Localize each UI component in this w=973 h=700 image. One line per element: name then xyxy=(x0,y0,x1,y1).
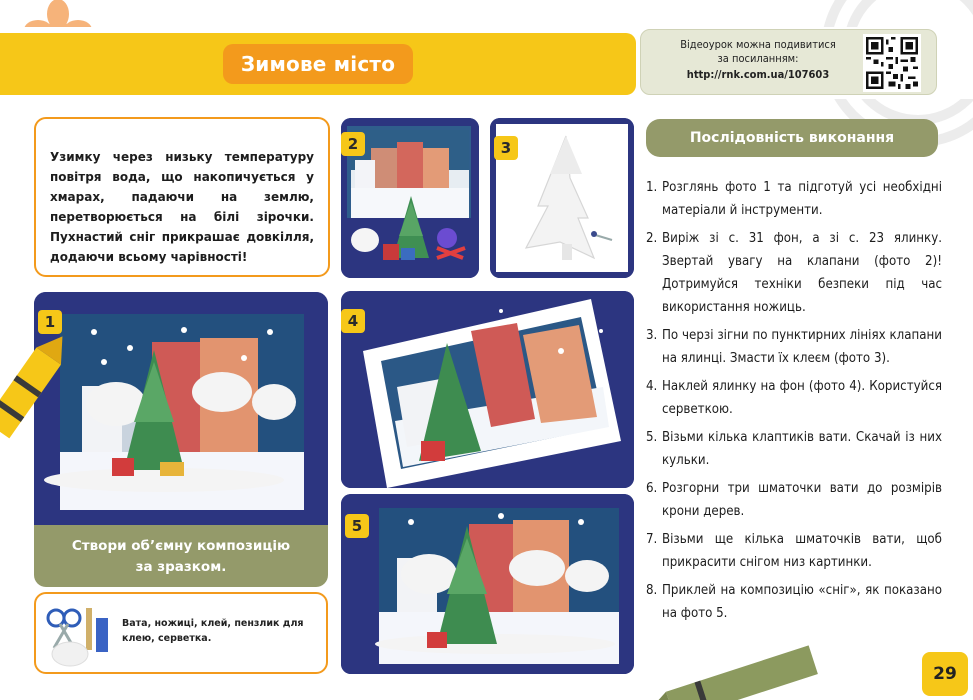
photo-3 xyxy=(490,118,634,278)
steps-heading: Послідовність виконання xyxy=(646,119,938,157)
photo-2-number: 2 xyxy=(341,132,365,156)
caption-line2: за зразком. xyxy=(135,559,227,575)
materials-icon xyxy=(42,598,114,670)
photo-5-image xyxy=(341,494,634,674)
materials-text: Вата, ножиці, клей, пензлик для клею, серветка. xyxy=(122,618,304,644)
photo-1-image xyxy=(34,292,328,525)
step-item: 3. По черзі зігни по пунктирних лініях клапани на ялинці. Змасти їх клеєм (фото 3). xyxy=(646,328,942,366)
page-title: Зимове місто xyxy=(223,44,413,84)
step-item: 1. Розглянь фото 1 та підготуй усі необхідні матеріали й інструменти. xyxy=(646,180,942,218)
video-url-link[interactable]: http://rnk.com.ua/107603 xyxy=(686,68,830,81)
intro-box xyxy=(34,117,330,277)
qr-code-icon[interactable] xyxy=(863,34,921,92)
caption-line1: Створи об’ємну композицію xyxy=(71,538,291,554)
photo-2 xyxy=(341,118,479,278)
video-line1: Відеоурок можна подивитися xyxy=(680,38,836,51)
title-bar xyxy=(0,33,636,95)
video-line2: за посиланням: xyxy=(717,52,799,65)
photo-4 xyxy=(341,291,634,488)
photo-1 xyxy=(34,292,328,525)
step-item: 8. Приклей на композицію «сніг», як показано на фото 5. xyxy=(646,583,942,621)
photo-1-number: 1 xyxy=(38,310,62,334)
photo-4-number: 4 xyxy=(341,309,365,333)
step-item: 7. Візьми ще кілька шматочків вати, щоб прикрасити снігом низ картинки. xyxy=(646,532,942,570)
photo-1-caption xyxy=(34,525,328,587)
steps-list xyxy=(646,176,942,630)
crayon-left-icon xyxy=(0,322,70,472)
photo-5 xyxy=(341,494,634,674)
crayon-bottom-icon xyxy=(656,640,826,700)
intro-text: Узимку через низьку температуру повітря вода, що накопичується у хмарах, падаючи на землю, перетворюється на білі зірочки. Пухнастий сніг прикрашає довкілля, додаючи всьому чарівності! xyxy=(50,150,314,264)
materials-box xyxy=(34,592,328,674)
step-item: 4. Наклей ялинку на фон (фото 4). Користуйся серветкою. xyxy=(646,379,942,417)
video-link-box xyxy=(640,29,937,95)
video-link-text xyxy=(653,38,863,82)
photo-3-number: 3 xyxy=(494,136,518,160)
step-item: 2. Виріж зі с. 31 фон, а зі с. 23 ялинку. Звертай увагу на клапани (фото 2)! Дотримуйся техніки безпеки під час використання ножиць. xyxy=(646,231,942,315)
step-item: 6. Розгорни три шматочки вати до розмірів крони дерев. xyxy=(646,481,942,519)
step-item: 5. Візьми кілька клаптиків вати. Скачай із них кульки. xyxy=(646,430,942,468)
photo-5-number: 5 xyxy=(345,514,369,538)
photo-4-image xyxy=(341,291,634,488)
page-number: 29 xyxy=(922,652,968,696)
